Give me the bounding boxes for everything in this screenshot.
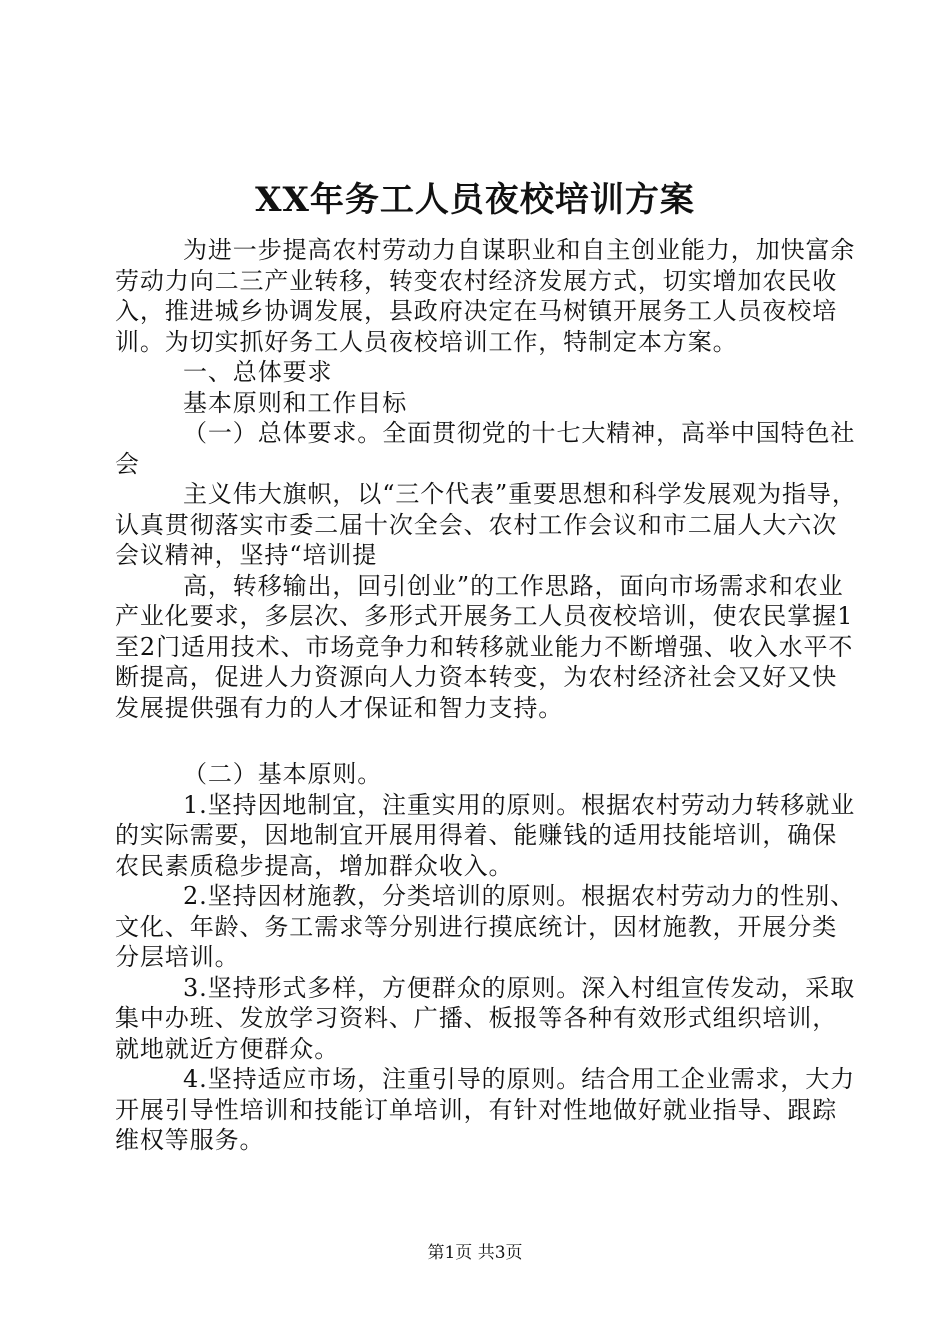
- document-title: XX年务工人员夜校培训方案: [255, 180, 695, 220]
- document-body: [115, 235, 860, 1156]
- principle-item-3: 3.坚持形式多样，方便群众的原则。深入村组宣传发动，采取集中办班、发放学习资料、广播、板报等各种有效形式组织培训，就地就近方便群众。: [115, 973, 856, 1063]
- principle-item-1: 1.坚持因地制宜，注重实用的原则。根据农村劳动力转移就业的实际需要，因地制宜开展用得着、能赚钱的适用技能培训，确保农民素质稳步提高，增加群众收入。: [115, 790, 856, 880]
- section-heading-general: 一、总体要求: [183, 358, 333, 386]
- subheading-principles-goals: 基本原则和工作目标: [183, 388, 408, 417]
- general-requirements-paragraph: （一）总体要求。全面贯彻党的十七大精神，高举中国特色社会: [115, 419, 856, 478]
- guidance-paragraph: 主义伟大旗帜，以“三个代表”重要思想和科学发展观为指导，认真贯彻落实市委二届十次全会、农村工作会议和市二届人大六次会议精神，坚持“培训提: [115, 480, 857, 569]
- principle-item-2: 2.坚持因材施教，分类培训的原则。根据农村劳动力的性别、文化、年龄、务工需求等分别进行摸底统计，因材施教，开展分类分层培训。: [115, 882, 856, 971]
- basic-principles-heading: （二）基本原则。: [183, 760, 383, 788]
- work-approach-paragraph: 高，转移输出，回引创业”的工作思路，面向市场需求和农业产业化要求，多层次、多形式开展务工人员夜校培训，使农民掌握1至2门适用技术、市场竞争力和转移就业能力不断增强、收入水平不断提高，促进人力资源向人力资本转变，为农村经济社会又好又快发展提供强有力的人才保证和智力支持。: [115, 571, 854, 722]
- page-footer: 第1页 共3页: [427, 1243, 523, 1263]
- intro-paragraph: 为进一步提高农村劳动力自谋职业和自主创业能力，加快富余劳动力向二三产业转移，转变农村经济发展方式，切实增加农民收入，推进城乡协调发展，县政府决定在马树镇开展务工人员夜校培训。为切实抓好务工人员夜校培训工作，特制定本方案。: [115, 236, 856, 356]
- paragraph-spacer: [115, 723, 860, 759]
- principle-item-4: 4.坚持适应市场，注重引导的原则。结合用工企业需求，大力开展引导性培训和技能订单培训，有针对性地做好就业指导、跟踪维权等服务。: [115, 1065, 856, 1154]
